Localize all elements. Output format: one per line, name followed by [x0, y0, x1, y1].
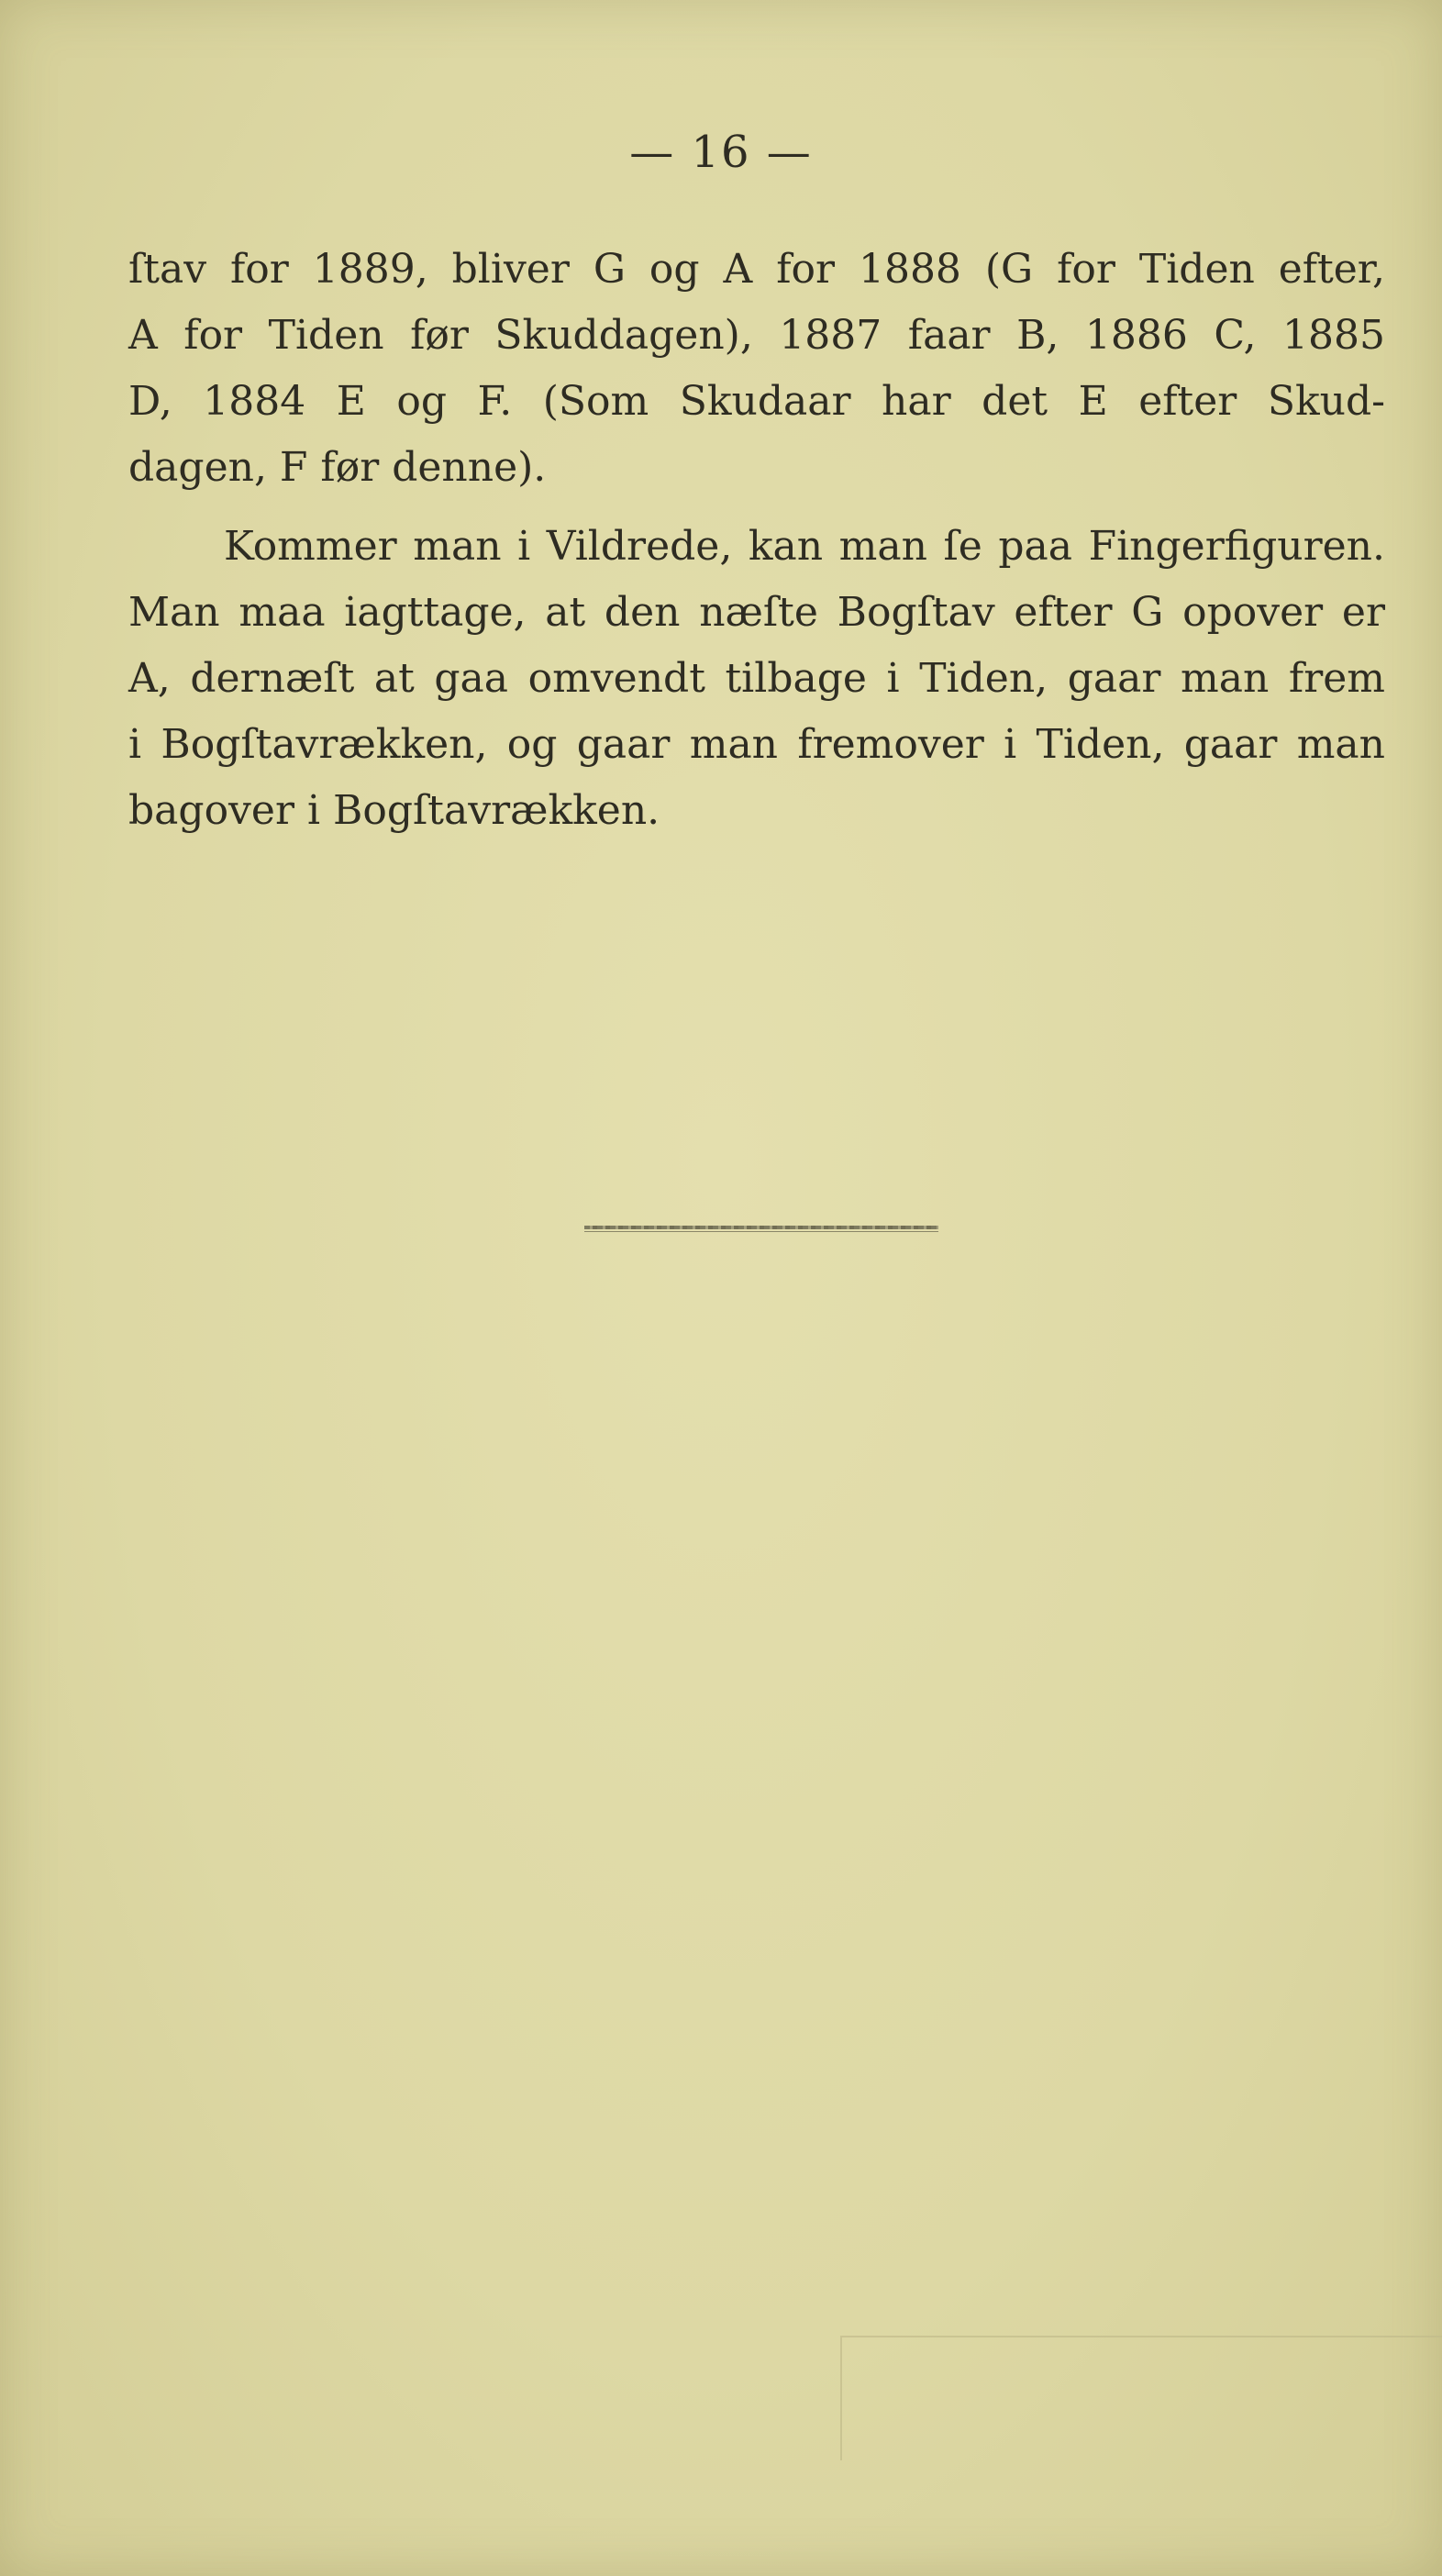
paragraph-2-line-2: Man maa iagttage, at den næſte Bogſtav efter G opover er — [128, 589, 1385, 636]
corner-frame-mark — [840, 2336, 1442, 2460]
ornamental-divider — [584, 1224, 938, 1233]
divider-rule — [584, 1231, 938, 1232]
page-number: — 16 — — [629, 127, 813, 178]
paragraph-1-line-1: ſtav for 1889, bliver G og A for 1888 (G for Tiden efter, — [128, 246, 1385, 293]
paragraph-1 — [128, 237, 1385, 501]
paragraph-2-line-1: Kommer man i Vildrede, kan man ſe paa Fingerfiguren. — [224, 523, 1385, 570]
paragraph-1-line-2: A for Tiden før Skuddagen), 1887 faar B, 1886 C, 1885 — [128, 312, 1385, 359]
paragraph-1-line-3: D, 1884 E og F. (Som Skudaar har det E efter Skud- — [128, 378, 1385, 425]
paragraph-2-line-5: bagover i Bogſtavrækken. — [128, 787, 660, 834]
paragraph-2-line-3: A, dernæſt at gaa omvendt tilbage i Tiden, gaar man frem — [128, 655, 1385, 702]
divider-ornament-bar — [584, 1226, 938, 1229]
body-text — [128, 237, 1385, 844]
paragraph-2-line-4: i Bogſtavrækken, og gaar man fremover i Tiden, gaar man — [128, 721, 1385, 768]
paragraph-1-line-4: dagen, F før denne). — [128, 444, 547, 491]
paragraph-2 — [128, 514, 1385, 844]
